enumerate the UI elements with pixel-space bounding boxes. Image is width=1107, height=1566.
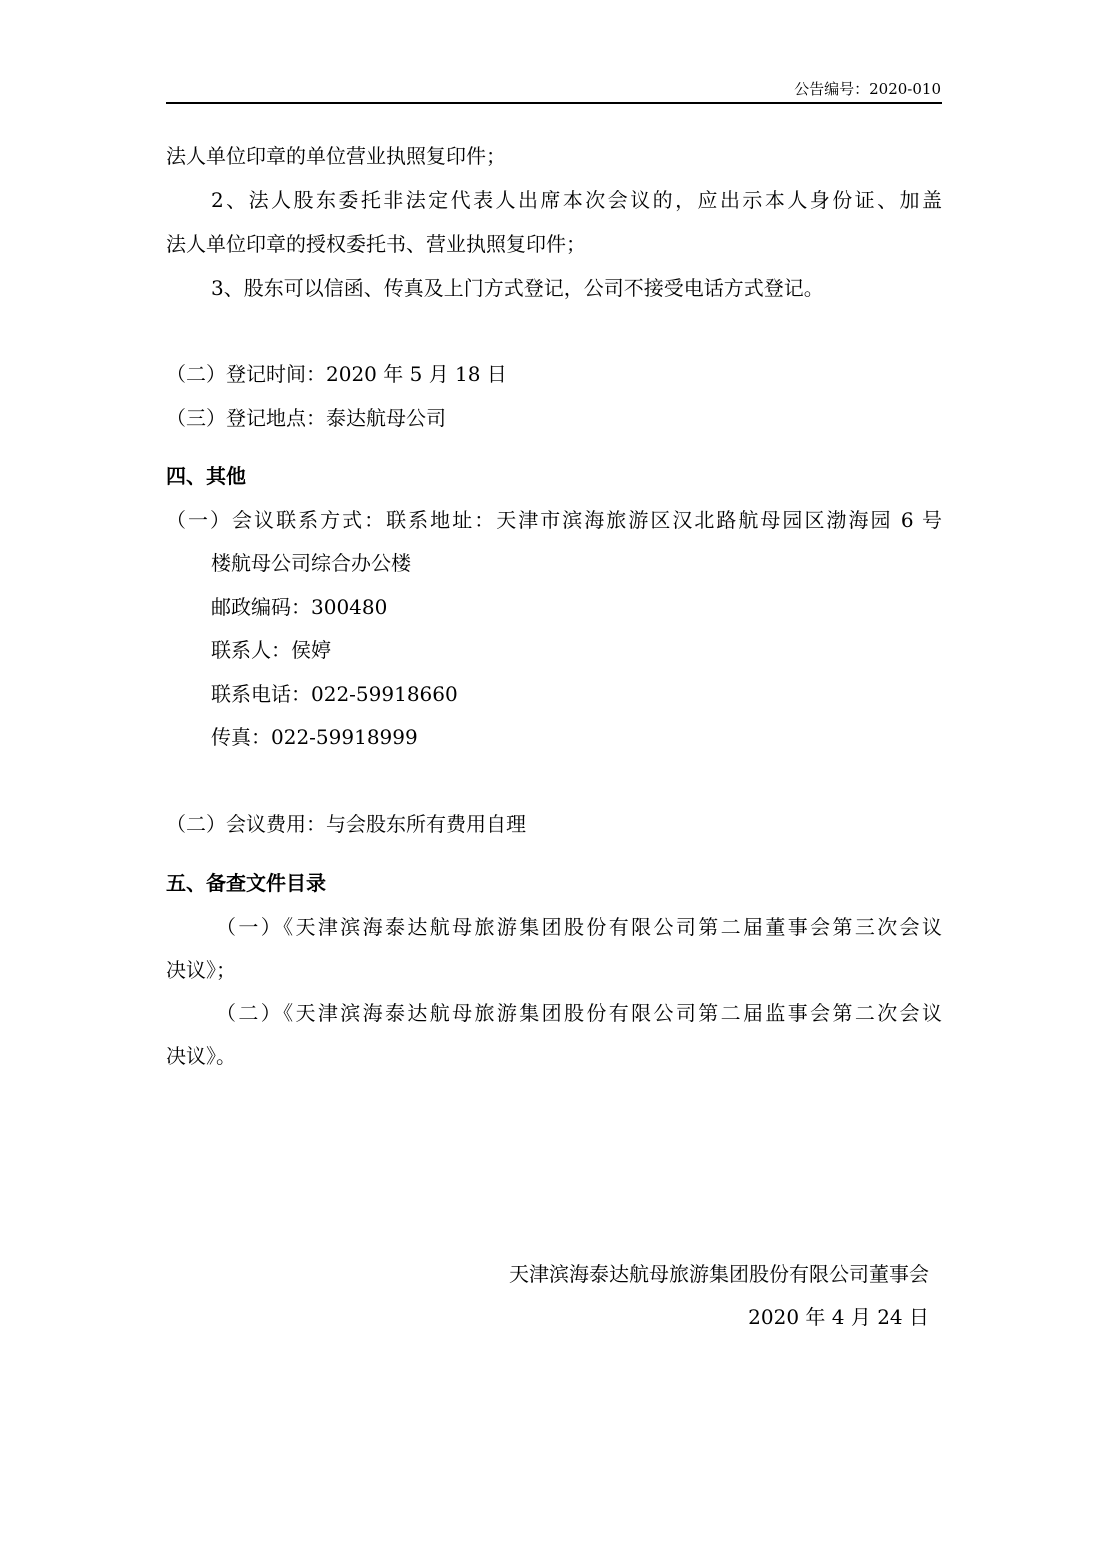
registration-time: （二）登记时间：2020 年 5 月 18 日 — [166, 362, 507, 386]
signature-company: 天津滨海泰达航母旅游集团股份有限公司董事会 — [509, 1262, 929, 1286]
paragraph-line: 法人单位印章的单位营业执照复印件； — [166, 144, 506, 168]
contact-phone: 联系电话：022-59918660 — [211, 682, 458, 706]
meeting-fees: （二）会议费用：与会股东所有费用自理 — [166, 812, 526, 836]
postcode: 邮政编码：300480 — [211, 595, 388, 619]
contact-address-line: 楼航母公司综合办公楼 — [211, 551, 411, 575]
paragraph-line: 法人单位印章的授权委托书、营业执照复印件； — [166, 232, 586, 256]
announcement-number: 公告编号：2020-010 — [794, 80, 941, 98]
reference-doc-line: 决议》； — [166, 958, 236, 982]
paragraph-line: 2、法人股东委托非法定代表人出席本次会议的，应出示本人身份证、加盖 — [211, 188, 942, 212]
contact-address-line: （一）会议联系方式：联系地址：天津市滨海旅游区汉北路航母园区渤海园 6 号 — [166, 508, 942, 532]
reference-doc-line: （二）《天津滨海泰达航母旅游集团股份有限公司第二届监事会第二次会议 — [216, 1001, 942, 1025]
paragraph-line: 3、股东可以信函、传真及上门方式登记，公司不接受电话方式登记。 — [211, 276, 824, 300]
reference-doc-line: 决议》。 — [166, 1044, 236, 1068]
section-heading: 五、备查文件目录 — [166, 871, 326, 895]
section-heading: 四、其他 — [166, 464, 246, 488]
contact-fax: 传真：022-59918999 — [211, 725, 418, 749]
header-rule — [166, 102, 942, 104]
reference-doc-line: （一）《天津滨海泰达航母旅游集团股份有限公司第二届董事会第三次会议 — [216, 915, 942, 939]
signature-date: 2020 年 4 月 24 日 — [748, 1305, 929, 1329]
contact-person: 联系人：侯婷 — [211, 638, 331, 662]
registration-place: （三）登记地点：泰达航母公司 — [166, 406, 446, 430]
